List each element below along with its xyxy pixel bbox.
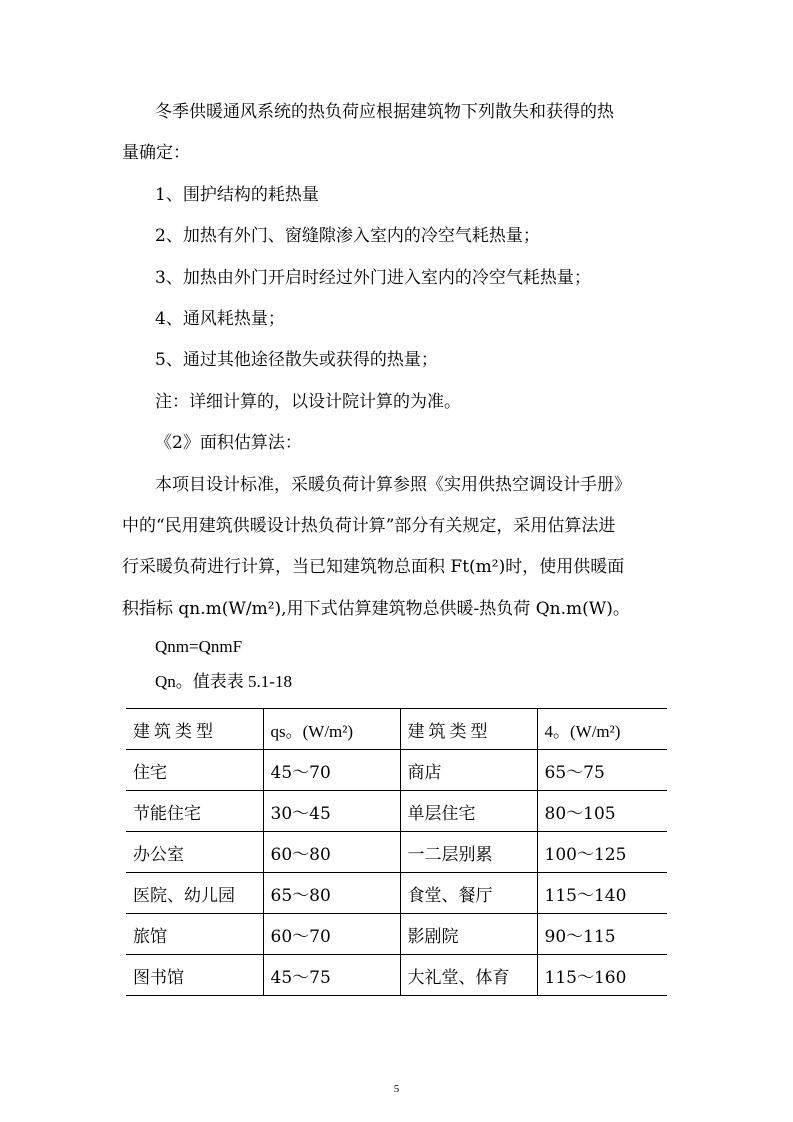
table-cell: 65～80 — [263, 873, 400, 914]
table-cell: 图书馆 — [126, 955, 263, 996]
table-header-cell: 4。(W/m²) — [537, 709, 667, 750]
intro-line-1: 冬季供暖通风系统的热负荷应根据建筑物下列散失和获得的热 — [155, 102, 614, 122]
table-cell: 90～115 — [537, 914, 667, 955]
table-cell: 45～75 — [263, 955, 400, 996]
table-header-cell: 建筑类型 — [400, 709, 537, 750]
table-cell: 单层住宅 — [400, 791, 537, 832]
body-line-3: 行采暖负荷进行计算，当已知建筑物总面积 Ft(m²)时，使用供暖面 — [122, 557, 625, 577]
table-cell: 45～70 — [263, 750, 400, 791]
table-cell: 115～140 — [537, 873, 667, 914]
table-cell: 影剧院 — [400, 914, 537, 955]
table-cell: 60～80 — [263, 832, 400, 873]
table-cell: 医院、幼儿园 — [126, 873, 263, 914]
page-number: 5 — [393, 1083, 400, 1095]
table-cell: 食堂、餐厅 — [400, 873, 537, 914]
list-item-4: 4、通风耗热量； — [155, 309, 285, 329]
table-row — [126, 914, 667, 955]
table-cell: 100～125 — [537, 832, 667, 873]
table-cell: 节能住宅 — [126, 791, 263, 832]
table-header-cell: qs。(W/m²) — [263, 709, 400, 750]
table-header-cell: 建筑类型 — [126, 709, 263, 750]
table-row — [126, 873, 667, 914]
intro-line-2: 量确定： — [122, 143, 190, 163]
table-cell: 115～160 — [537, 955, 667, 996]
table-cell: 30～45 — [263, 791, 400, 832]
table-row — [126, 750, 667, 791]
table-cell: 80～105 — [537, 791, 667, 832]
table-cell: 65～75 — [537, 750, 667, 791]
table-cell: 一二层别累 — [400, 832, 537, 873]
table-cell: 办公室 — [126, 832, 263, 873]
table-row — [126, 791, 667, 832]
formula: Qnm=QnmF — [155, 637, 243, 656]
section-title: 《2》面积估算法： — [155, 433, 302, 453]
note-line: 注：详细计算的，以设计院计算的为准。 — [155, 392, 461, 412]
table-cell: 60～70 — [263, 914, 400, 955]
table-row — [126, 955, 667, 996]
table-cell: 商店 — [400, 750, 537, 791]
table-cell: 住宅 — [126, 750, 263, 791]
heat-index-table — [126, 708, 667, 996]
table-cell: 大礼堂、体育 — [400, 955, 537, 996]
table-caption: Qn。值表表 5.1-18 — [155, 672, 292, 691]
body-line-4: 积指标 qn.m(W/m²),用下式估算建筑物总供暖-热负荷 Qn.m(W)。 — [122, 599, 630, 619]
list-item-3: 3、加热由外门开启时经过外门进入室内的冷空气耗热量； — [155, 268, 591, 288]
table-row — [126, 832, 667, 873]
body-line-2: 中的“民用建筑供暖设计热负荷计算”部分有关规定，采用估算法进 — [122, 516, 616, 536]
table-cell: 旅馆 — [126, 914, 263, 955]
list-item-1: 1、围护结构的耗热量 — [155, 185, 319, 205]
body-line-1: 本项目设计标准，采暖负荷计算参照《实用供热空调设计手册》 — [155, 475, 631, 495]
list-item-2: 2、加热有外门、窗缝隙渗入室内的冷空气耗热量； — [155, 226, 540, 246]
table-header-row — [126, 709, 667, 750]
list-item-5: 5、通过其他途径散失或获得的热量； — [155, 350, 438, 370]
